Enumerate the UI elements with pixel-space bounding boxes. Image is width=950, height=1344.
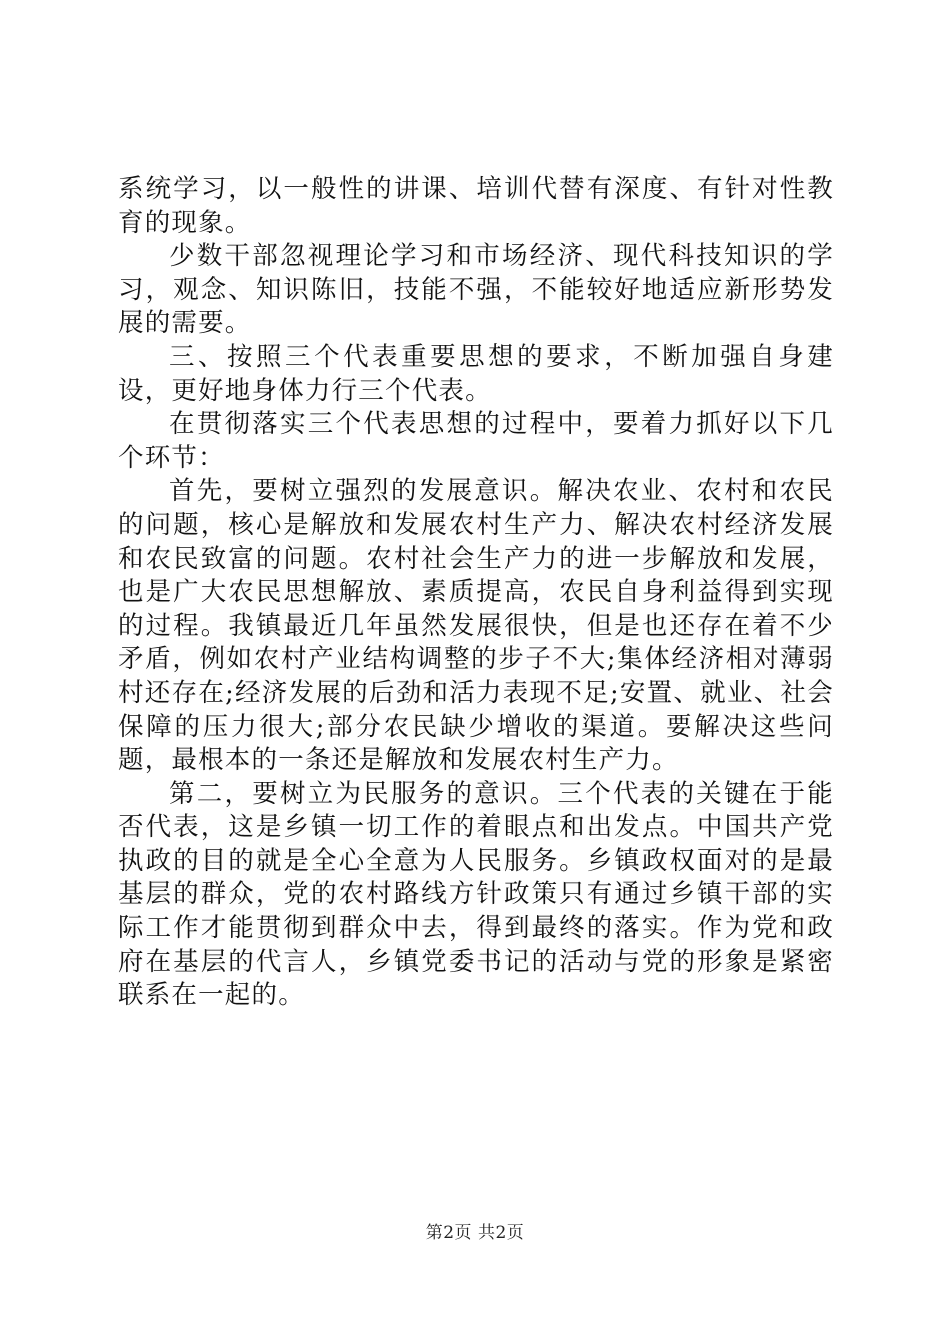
paragraph-2: 少数干部忽视理论学习和市场经济、现代科技知识的学习，观念、知识陈旧，技能不强，不能较好地适应新形势发展的需要。 <box>118 241 834 339</box>
paragraph-4: 在贯彻落实三个代表思想的过程中，要着力抓好以下几个环节： <box>118 409 834 473</box>
paragraph-6: 第二，要树立为民服务的意识。三个代表的关键在于能否代表，这是乡镇一切工作的着眼点和出发点。中国共产党执政的目的就是全心全意为人民服务。乡镇政权面对的是最基层的群众，党的农村路线方针政策只有通过乡镇干部的实际工作才能贯彻到群众中去，得到最终的落实。作为党和政府在基层的代言人，乡镇党委书记的活动与党的形象是紧密联系在一起的。 <box>118 778 834 1011</box>
paragraph-3: 三、按照三个代表重要思想的要求，不断加强自身建设，更好地身体力行三个代表。 <box>118 341 834 406</box>
page-footer <box>0 1218 950 1243</box>
paragraph-1: 系统学习，以一般性的讲课、培训代替有深度、有针对性教育的现象。 <box>118 174 834 238</box>
document-body <box>118 173 834 1013</box>
paragraph-5: 首先，要树立强烈的发展意识。解决农业、农村和农民的问题，核心是解放和发展农村生产力、解决农村经济发展和农民致富的问题。农村社会生产力的进一步解放和发展，也是广大农民思想解放、素质提高，农民自身利益得到实现的过程。我镇最近几年虽然发展很快，但是也还存在着不少矛盾，例如农村产业结构调整的步子不大;集体经济相对薄弱村还存在;经济发展的后劲和活力表现不足;安置、就业、社会保障的压力很大;部分农民缺少增收的渠道。要解决这些问题，最根本的一条还是解放和发展农村生产力。 <box>118 476 834 776</box>
page-number-label: 第2页 共2页 <box>425 1223 525 1243</box>
